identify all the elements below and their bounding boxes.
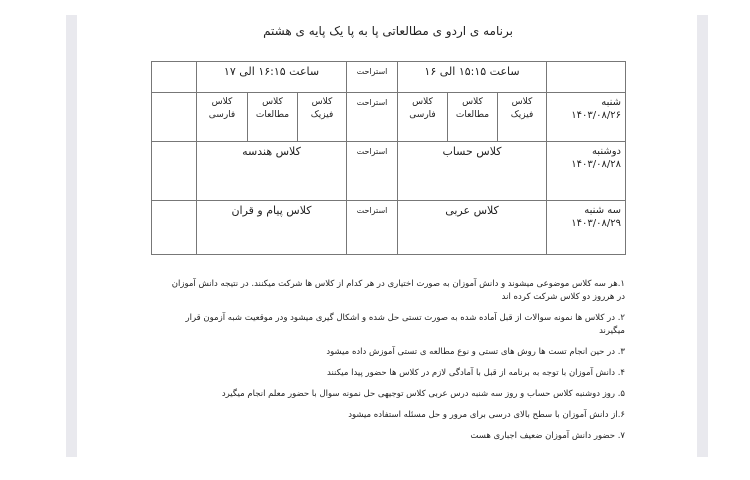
table-row bbox=[152, 93, 626, 142]
day-date: ۱۴۰۳/۰۸/۲۹ bbox=[571, 218, 621, 229]
empty-cell bbox=[547, 62, 626, 93]
schedule-table bbox=[151, 61, 626, 255]
empty-cell bbox=[152, 142, 197, 201]
class-cell: کلاس حساب bbox=[398, 142, 547, 201]
note-item: ۵. روز دوشنبه کلاس حساب و روز سه شنبه درس عربی کلاس توجیهی حل نمونه سوال با حضور معلم انجام میگیرد bbox=[221, 389, 625, 399]
day-date: ۱۴۰۳/۰۸/۲۸ bbox=[571, 159, 621, 170]
note-item: ۶.از دانش آموزان با سطح بالای درسی برای مرور و حل مسئله استفاده میشود bbox=[348, 410, 625, 420]
document-title: برنامه ی اردو ی مطالعاتی پا به پا یک پایه ی هشتم bbox=[263, 24, 513, 38]
time-slot-1: ساعت ۱۵:۱۵ الی ۱۶ bbox=[398, 62, 547, 93]
break-cell: استراحت bbox=[347, 62, 398, 93]
notes-list bbox=[170, 278, 625, 451]
page-shadow-right bbox=[697, 15, 708, 457]
break-cell: استراحت bbox=[347, 93, 398, 142]
day-name: شنبه bbox=[601, 97, 621, 108]
empty-cell bbox=[152, 201, 197, 255]
empty-cell bbox=[152, 62, 197, 93]
break-cell: استراحت bbox=[347, 201, 398, 255]
note-item: ۷. حضور دانش آموزان ضعیف اجباری هست bbox=[470, 431, 625, 441]
time-slot-2: ساعت ۱۶:۱۵ الی ۱۷ bbox=[197, 62, 347, 93]
class-cell: کلاس عربی bbox=[398, 201, 547, 255]
page-shadow-left bbox=[66, 15, 77, 457]
class-cell: کلاس فارسی bbox=[197, 93, 248, 142]
table-row bbox=[152, 142, 626, 201]
break-cell: استراحت bbox=[347, 142, 398, 201]
class-cell: کلاس فیزیک bbox=[498, 93, 547, 142]
empty-cell bbox=[152, 93, 197, 142]
class-cell: کلاس مطالعات bbox=[448, 93, 498, 142]
note-item: ۱.هر سه کلاس موضوعی میشوند و دانش آموزان به صورت اختیاری در هر کدام از کلاس ها شرکت میکنند. در نتیجه دانش آموزان در هرروز دو کلاس شرکت کرده اند bbox=[171, 279, 625, 302]
note-item: ۳. در حین انجام تست ها روش های تستی و نوع مطالعه ی تستی آموزش داده میشود bbox=[326, 347, 625, 357]
day-name: دوشنبه bbox=[591, 146, 621, 157]
day-cell bbox=[547, 142, 626, 201]
class-cell: کلاس پیام و قران bbox=[197, 201, 347, 255]
day-cell bbox=[547, 93, 626, 142]
header-row bbox=[152, 62, 626, 93]
class-cell: کلاس فارسی bbox=[398, 93, 448, 142]
note-item: ۲. در کلاس ها نمونه سوالات از قبل آماده شده به صورت تستی حل شده و اشکال گیری میشود ودر موقعیت شبه آزمون قرار میگیرند bbox=[185, 313, 625, 336]
table-row bbox=[152, 201, 626, 255]
day-cell bbox=[547, 201, 626, 255]
note-item: ۴. دانش آموزان با توجه به برنامه از قبل با آمادگی لازم در کلاس ها حضور پیدا میکنند bbox=[326, 368, 625, 378]
class-cell: کلاس مطالعات bbox=[248, 93, 298, 142]
day-date: ۱۴۰۳/۰۸/۲۶ bbox=[571, 110, 621, 121]
class-cell: کلاس فیزیک bbox=[298, 93, 347, 142]
day-name: سه شنبه bbox=[584, 205, 621, 216]
class-cell: کلاس هندسه bbox=[197, 142, 347, 201]
